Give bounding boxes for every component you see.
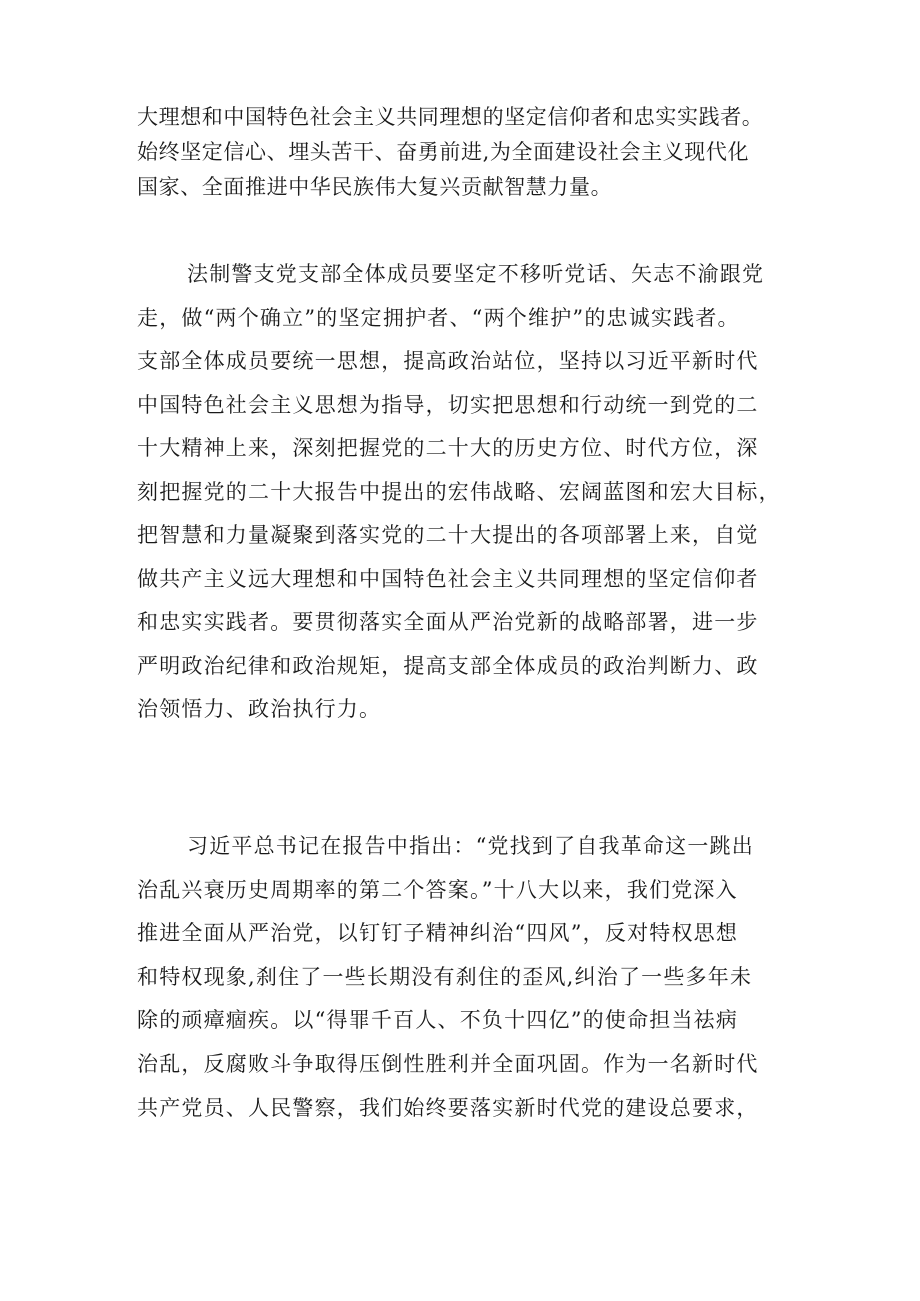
text-line: 把智慧和力量凝聚到落实党的二十大提出的各项部署上来，自觉: [137, 523, 759, 547]
paragraph-2: [137, 253, 797, 732]
text-line: 支部全体成员要统一思想，提高政治站位，坚持以习近平新时代: [137, 349, 759, 373]
text-line: 治领悟力、政治执行力。: [137, 697, 382, 721]
text-line: 治乱兴衰历史周期率的第二个答案。”十八大以来，我们党深入: [137, 877, 738, 902]
paragraph-3: [137, 825, 797, 1130]
paragraph-1: [137, 100, 797, 205]
text-line: 十大精神上来，深刻把握党的二十大的历史方位、时代方位，深: [137, 436, 759, 460]
text-line: 共产党员、人民警察，我们始终要落实新时代党的建设总要求，: [137, 1095, 759, 1120]
text-line: 刻把握党的二十大报告中提出的宏伟战略、宏阔蓝图和宏大目标，: [137, 479, 781, 504]
text-line: 走，做“两个确立”的坚定拥护者、“两个维护”的忠诚实践者。: [137, 305, 740, 330]
text-line: 除的顽瘴痼疾。以“得罪千百人、不负十四亿”的使命担当祛病: [137, 1008, 739, 1033]
text-line: 始终坚定信心、埋头苦干、奋勇前进,为全面建设社会主义现代化: [137, 140, 750, 164]
text-line: 国家、全面推进中华民族伟大复兴贡献智慧力量。: [137, 175, 613, 199]
text-line: 治乱，反腐败斗争取得压倒性胜利并全面巩固。作为一名新时代: [137, 1051, 759, 1076]
text-line: 大理想和中国特色社会主义共同理想的坚定信仰者和忠实实践者。: [137, 105, 764, 129]
text-line: 做共产主义远大理想和中国特色社会主义共同理想的坚定信仰者: [137, 566, 759, 591]
text-line: 和忠实实践者。要贯彻落实全面从严治党新的战略部署，进一步: [137, 610, 759, 634]
text-line: 中国特色社会主义思想为指导，切实把思想和行动统一到党的二: [137, 392, 759, 417]
text-line: 推进全面从严治党，以钉钉子精神纠治“四风”，反对特权思想: [137, 921, 739, 946]
text-line: 严明政治纪律和政治规矩，提高支部全体成员的政治判断力、政: [137, 653, 759, 678]
text-line: 法制警支党支部全体成员要坚定不移听党话、矢志不渝跟党: [187, 262, 765, 286]
text-line: 和特权现象,刹住了一些长期没有刹住的歪风,纠治了一些多年未: [137, 964, 753, 989]
text-line: 习近平总书记在报告中指出：“党找到了自我革命这一跳出: [187, 834, 754, 858]
